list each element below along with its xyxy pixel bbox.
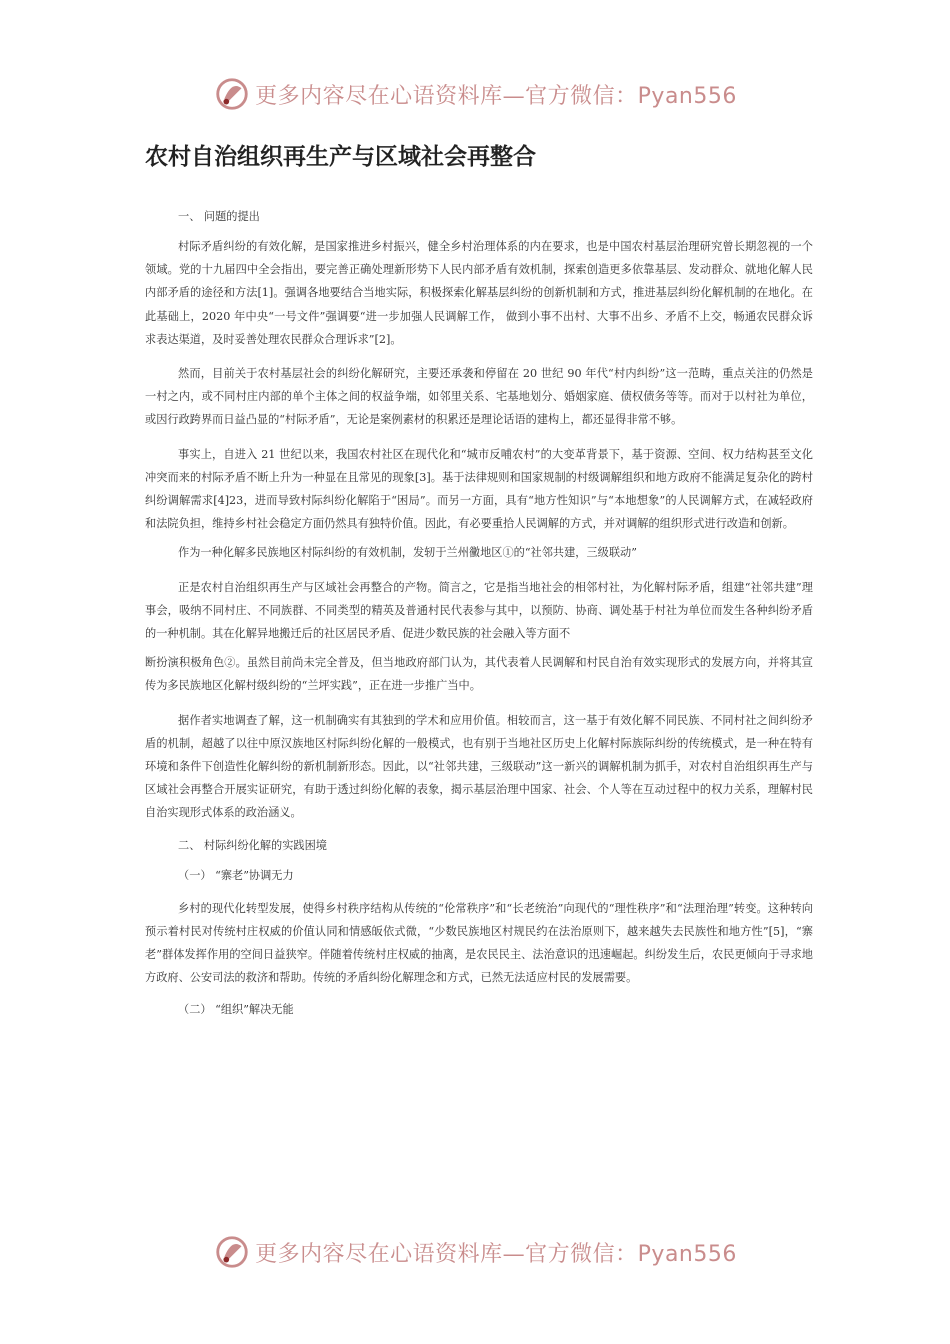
banner-wechat-id: Pyan556 bbox=[637, 1241, 737, 1267]
paragraph-2: 然而，目前关于农村基层社会的纠纷化解研究，主要还承袭和停留在 20 世纪 90 年代“村内纠纷”这一范畴，重点关注的仍然是一村之内，或不同村庄内部的单个主体之间的权益争端，如邻里关系、宅基地划分、婚姻家庭、债权债务等等。而对于以村社为单位，或因行政跨界而日益凸显的“村际矛盾”，无论是案例素材的积累还是理论话语的建构上，都还显得非常不够。 bbox=[145, 367, 813, 427]
banner-text bbox=[255, 79, 737, 110]
banner-contact: —官方微信： bbox=[502, 1241, 638, 1267]
watermark-banner-bottom bbox=[0, 1232, 950, 1272]
document-title: 农村自治组织再生产与区域社会再整合 bbox=[145, 144, 536, 170]
paragraph-5b: 断扮演积极角色②。虽然目前尚未完全普及，但当地政府部门认为，其代表着人民调解和村民自治有效实现形式的发展方向，并将其宣传为多民族地区化解村级纠纷的“兰坪实践”，正在进一步推广当中。 bbox=[145, 656, 813, 693]
subsection-heading-2-1: （一） “寨老”协调无力 bbox=[178, 868, 294, 882]
banner-brand: 更多内容尽在心语资料库 bbox=[255, 1241, 503, 1267]
banner-brand: 更多内容尽在心语资料库 bbox=[255, 83, 503, 109]
brand-logo-icon bbox=[213, 1233, 251, 1271]
banner-contact: —官方微信： bbox=[502, 83, 638, 109]
section-heading-2: 二、 村际纠纷化解的实践困境 bbox=[178, 838, 327, 852]
paragraph-1: 村际矛盾纠纷的有效化解，是国家推进乡村振兴，健全乡村治理体系的内在要求，也是中国农村基层治理研究曾长期忽视的一个领域。党的十九届四中全会指出，要完善正确处理新形势下人民内部矛盾有效机制，探索创造更多依靠基层、发动群众、就地化解人民内部矛盾的途径和方法[1]。强调各地要结合当地实际，积极探索化解基层纠纷的创新机制和方式，推进基层纠纷化解机制的在地化。在此基础上，2020 年中央“一号文件”强调要“进一步加强人民调解工作， 做到小事不出村、大事不出乡、矛盾不上交，畅通农民群众诉求表达渠道，及时妥善处理农民群众合理诉求”[2]。 bbox=[145, 240, 813, 346]
paragraph-3: 事实上，自进入 21 世纪以来，我国农村社区在现代化和“城市反哺农村”的大变革背景下，基于资源、空间、权力结构甚至文化冲突而来的村际矛盾不断上升为一种显在且常见的现象[3]。基于法律规则和国家规制的村级调解组织和地方政府不能满足复杂化的跨村纠纷调解需求[4]23，进而导致村际纠纷化解陷于“困局”。而另一方面，具有“地方性知识”与“本地想象”的人民调解方式，在减轻政府和法院负担，维持乡村社会稳定方面仍然具有独特价值。因此，有必要重拾人民调解的方式，并对调解的组织形式进行改造和创新。 bbox=[145, 447, 813, 531]
watermark-banner-top bbox=[0, 74, 950, 114]
subsection-heading-2-2: （二） “组织”解决无能 bbox=[178, 1003, 294, 1017]
banner-wechat-id: Pyan556 bbox=[637, 83, 737, 109]
section-heading-1: 一、 问题的提出 bbox=[178, 210, 260, 223]
brand-logo-icon bbox=[213, 75, 251, 113]
paragraph-7: 乡村的现代化转型发展，使得乡村秩序结构从传统的“伦常秩序”和“长老统治”向现代的“理性秩序”和“法理治理”转变。这种转向预示着村民对传统村庄权威的价值认同和情感皈依式微，“少数民族地区村规民约在法治原则下，越来越失去民族性和地方性”[5]，“寨老”群体发挥作用的空间日益狭窄。伴随着传统村庄权威的抽离，是农民民主、法治意识的迅速崛起。纠纷发生后，农民更倾向于寻求地方政府、公安司法的救济和帮助。传统的矛盾纠纷化解理念和方式，已然无法适应村民的发展需要。 bbox=[145, 901, 813, 985]
paragraph-4: 作为一种化解多民族地区村际纠纷的有效机制，发轫于兰州黴地区①的“社邻共建，三级联动” bbox=[178, 546, 637, 560]
paragraph-6: 据作者实地调查了解，这一机制确实有其独到的学术和应用价值。相较而言，这一基于有效化解不同民族、不同村社之间纠纷矛盾的机制，超越了以往中原汉族地区村际纠纷化解的一般模式，也有别于当地社区历史上化解村际族际纠纷的传统模式，是一种在特有环境和条件下创造性化解纠纷的新机制新形态。因此，以“社邻共建，三级联动”这一新兴的调解机制为抓手，对农村自治组织再生产与区域社会再整合开展实证研究，有助于透过纠纷化解的表象，揭示基层治理中国家、社会、个人等在互动过程中的权力关系，理解村民自治实现形式体系的政治涵义。 bbox=[145, 713, 813, 820]
banner-text bbox=[255, 1237, 737, 1268]
document-body bbox=[145, 205, 813, 1025]
paragraph-5a: 正是农村自治组织再生产与区域社会再整合的产物。简言之，它是指当地社会的相邻村社，为化解村际矛盾，组建“社邻共建”理事会，吸纳不同村庄、不同族群、不同类型的精英及普通村民代表参与其中，以预防、协商、调处基于村社为单位而发生各种纠纷矛盾的一种机制。其在化解异地搬迁后的社区居民矛盾、促进少数民族的社会融入等方面不 bbox=[145, 580, 813, 641]
